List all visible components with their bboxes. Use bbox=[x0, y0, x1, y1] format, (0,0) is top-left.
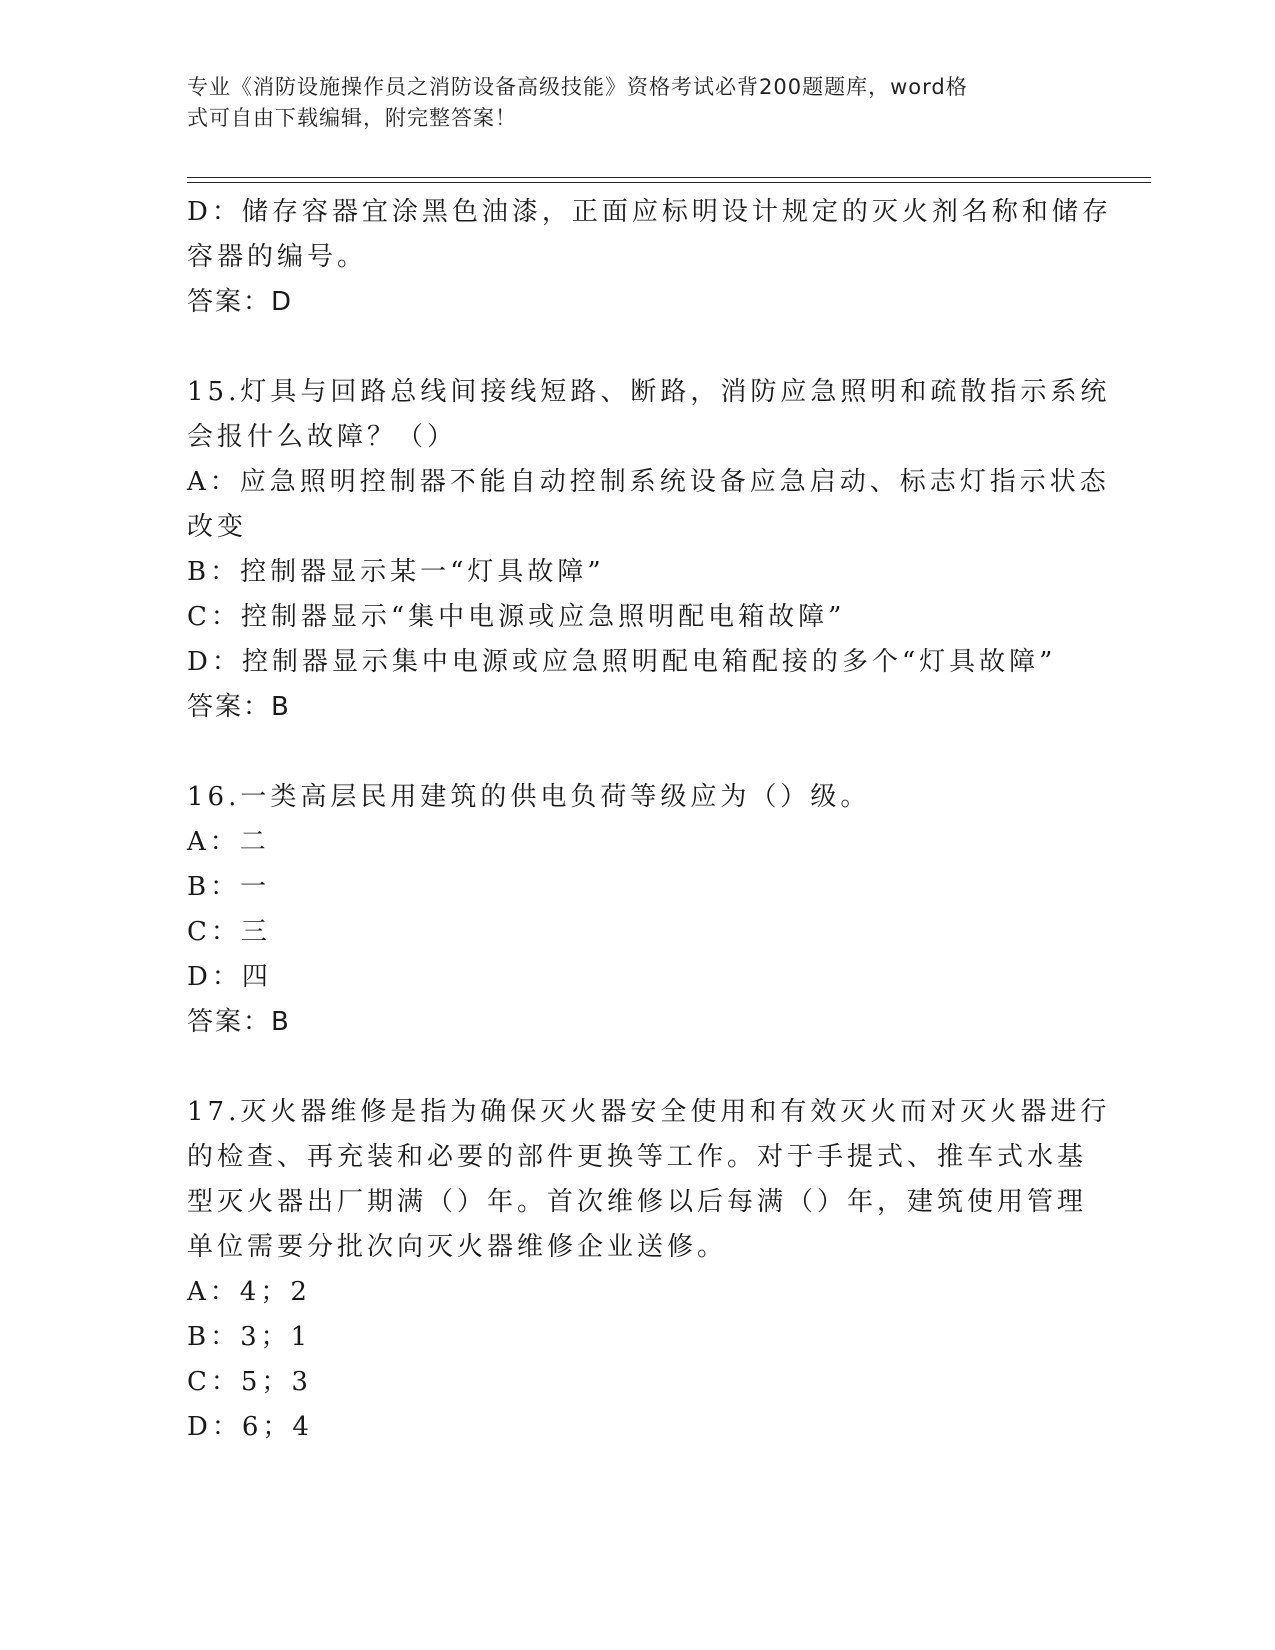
option-c: C：三 bbox=[187, 917, 271, 947]
question-stem-continued: 单位需要分批次向灭火器维修企业送修。 bbox=[187, 1232, 728, 1262]
option-a: A：应急照明控制器不能自动控制系统设备应急启动、标志灯指示状态 bbox=[187, 467, 1110, 497]
header-divider-top bbox=[187, 177, 1151, 178]
question-16 bbox=[187, 775, 1077, 1045]
option-b: B：控制器显示某一“灯具故障” bbox=[187, 557, 605, 587]
spacer bbox=[187, 730, 1077, 775]
question-stem: 17.灭火器维修是指为确保灭火器安全使用和有效灭火而对灭火器进行 bbox=[187, 1097, 1111, 1127]
question-stem-continued: 的检查、再充装和必要的部件更换等工作。对于手提式、推车式水基 bbox=[187, 1142, 1088, 1172]
spacer bbox=[187, 325, 1077, 370]
option-d-continued: 容器的编号。 bbox=[187, 242, 368, 272]
question-17 bbox=[187, 1090, 1111, 1450]
question-15 bbox=[187, 370, 1111, 730]
question-stem-continued: 会报什么故障？（） bbox=[187, 422, 458, 452]
option-c: C：控制器显示“集中电源或应急照明配电箱故障” bbox=[187, 602, 846, 632]
option-b: B：3；1 bbox=[187, 1322, 312, 1352]
question-stem-continued: 型灭火器出厂期满（）年。首次维修以后每满（）年，建筑使用管理 bbox=[187, 1187, 1088, 1217]
option-a: A：二 bbox=[187, 827, 270, 857]
question-list bbox=[187, 190, 1112, 1450]
question-stem: 16.一类高层民用建筑的供电负荷等级应为（）级。 bbox=[187, 782, 871, 812]
option-d: D：控制器显示集中电源或应急照明配电箱配接的多个“灯具故障” bbox=[187, 647, 1057, 677]
header-divider-bottom bbox=[187, 182, 1151, 183]
answer: 答案：D bbox=[187, 287, 294, 317]
option-d: D：储存容器宜涂黑色油漆，正面应标明设计规定的灭火剂名称和储存 bbox=[187, 197, 1112, 227]
question-stem: 15.灯具与回路总线间接线短路、断路，消防应急照明和疏散指示系统 bbox=[187, 377, 1111, 407]
question-14-tail bbox=[187, 190, 1112, 325]
answer: 答案：B bbox=[187, 692, 291, 722]
header-title-line-2: 式可自由下载编辑，附完整答案！ bbox=[187, 106, 517, 130]
option-a: A：4；2 bbox=[187, 1277, 311, 1307]
option-d: D：6；4 bbox=[187, 1412, 313, 1442]
header-title-line-1: 专业《消防设施操作员之消防设备高级技能》资格考试必背200题题库，word格 bbox=[187, 75, 968, 99]
option-a-continued: 改变 bbox=[187, 512, 248, 542]
spacer bbox=[187, 1045, 1077, 1090]
answer: 答案：B bbox=[187, 1007, 291, 1037]
option-d: D：四 bbox=[187, 962, 272, 992]
option-b: B：一 bbox=[187, 872, 271, 902]
option-c: C：5；3 bbox=[187, 1367, 312, 1397]
document-header bbox=[187, 72, 1067, 134]
